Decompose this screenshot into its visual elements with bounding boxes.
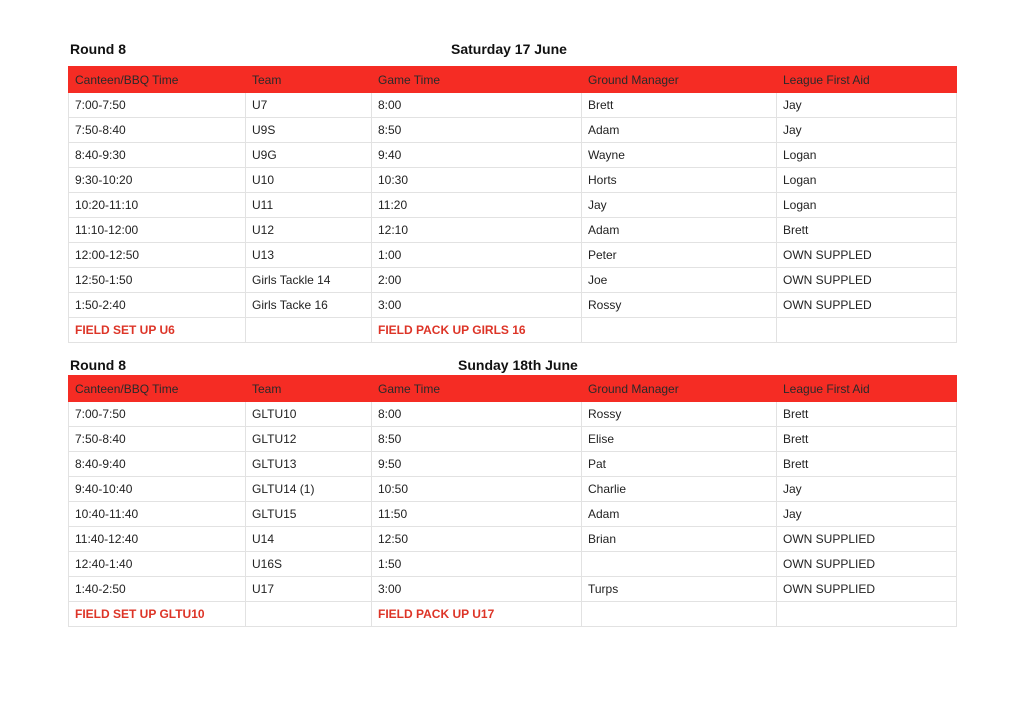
table-cell: Peter xyxy=(582,243,777,268)
table-cell: 11:50 xyxy=(372,502,582,527)
table-cell: Turps xyxy=(582,577,777,602)
table-cell: 8:40-9:40 xyxy=(69,452,246,477)
table-cell: 11:40-12:40 xyxy=(69,527,246,552)
table-cell: Jay xyxy=(777,118,957,143)
table-row xyxy=(69,502,957,527)
column-header: League First Aid xyxy=(777,67,957,93)
table-cell: GLTU12 xyxy=(246,427,372,452)
column-header: Canteen/BBQ Time xyxy=(69,376,246,402)
table-cell: 11:20 xyxy=(372,193,582,218)
table-cell xyxy=(777,602,957,627)
table-cell: 1:50 xyxy=(372,552,582,577)
table-cell: OWN SUPPLED xyxy=(777,293,957,318)
table-cell: 12:40-1:40 xyxy=(69,552,246,577)
table-row xyxy=(69,427,957,452)
table-cell xyxy=(246,602,372,627)
table-cell: 8:00 xyxy=(372,402,582,427)
sunday-table-body xyxy=(69,402,957,627)
table-cell: 8:50 xyxy=(372,118,582,143)
table-cell: U17 xyxy=(246,577,372,602)
table-cell: Brett xyxy=(777,452,957,477)
table-cell: Jay xyxy=(777,502,957,527)
table-cell: 7:50-8:40 xyxy=(69,118,246,143)
table-row xyxy=(69,552,957,577)
table-cell: U9G xyxy=(246,143,372,168)
table-row xyxy=(69,118,957,143)
table-cell: OWN SUPPLED xyxy=(777,243,957,268)
sunday-round-title: Round 8 xyxy=(70,357,126,373)
table-row xyxy=(69,293,957,318)
table-cell xyxy=(582,552,777,577)
table-cell: Jay xyxy=(777,477,957,502)
table-cell: U7 xyxy=(246,93,372,118)
table-row xyxy=(69,218,957,243)
table-cell: 10:40-11:40 xyxy=(69,502,246,527)
footer-row xyxy=(69,602,957,627)
table-cell: Brett xyxy=(582,93,777,118)
table-cell: 1:00 xyxy=(372,243,582,268)
column-header: Ground Manager xyxy=(582,67,777,93)
table-row xyxy=(69,577,957,602)
sunday-date-title: Sunday 18th June xyxy=(458,357,578,373)
field-note: FIELD SET UP U6 xyxy=(69,318,246,343)
table-cell: Rossy xyxy=(582,293,777,318)
table-cell: Adam xyxy=(582,218,777,243)
table-cell: Logan xyxy=(777,143,957,168)
table-cell: 3:00 xyxy=(372,293,582,318)
field-note: FIELD PACK UP U17 xyxy=(372,602,582,627)
table-cell: U9S xyxy=(246,118,372,143)
table-row xyxy=(69,268,957,293)
table-row xyxy=(69,477,957,502)
column-header: Team xyxy=(246,67,372,93)
sunday-schedule-table xyxy=(68,375,957,627)
table-cell: GLTU13 xyxy=(246,452,372,477)
table-cell: OWN SUPPLIED xyxy=(777,577,957,602)
table-cell: Pat xyxy=(582,452,777,477)
table-cell: U14 xyxy=(246,527,372,552)
table-cell: 3:00 xyxy=(372,577,582,602)
field-note: FIELD PACK UP GIRLS 16 xyxy=(372,318,582,343)
saturday-table-header xyxy=(69,67,957,93)
table-cell: Logan xyxy=(777,168,957,193)
table-cell: U11 xyxy=(246,193,372,218)
table-cell: 7:00-7:50 xyxy=(69,402,246,427)
table-cell: Horts xyxy=(582,168,777,193)
table-row xyxy=(69,193,957,218)
table-cell: Brett xyxy=(777,427,957,452)
table-cell: 12:00-12:50 xyxy=(69,243,246,268)
table-cell: 8:40-9:30 xyxy=(69,143,246,168)
column-header: Team xyxy=(246,376,372,402)
table-cell: Adam xyxy=(582,118,777,143)
column-header: Canteen/BBQ Time xyxy=(69,67,246,93)
table-row xyxy=(69,402,957,427)
table-cell: Elise xyxy=(582,427,777,452)
footer-row xyxy=(69,318,957,343)
table-cell: GLTU14 (1) xyxy=(246,477,372,502)
field-note: FIELD SET UP GLTU10 xyxy=(69,602,246,627)
table-cell: 12:50 xyxy=(372,527,582,552)
table-cell: GLTU10 xyxy=(246,402,372,427)
table-cell: 10:50 xyxy=(372,477,582,502)
column-header: Game Time xyxy=(372,376,582,402)
table-row xyxy=(69,527,957,552)
saturday-table-body xyxy=(69,93,957,343)
column-header: Game Time xyxy=(372,67,582,93)
table-cell: U13 xyxy=(246,243,372,268)
table-cell: U10 xyxy=(246,168,372,193)
table-row xyxy=(69,243,957,268)
table-cell: 9:40 xyxy=(372,143,582,168)
table-cell xyxy=(777,318,957,343)
sunday-table-header xyxy=(69,376,957,402)
table-cell: Rossy xyxy=(582,402,777,427)
saturday-date-title: Saturday 17 June xyxy=(451,41,567,57)
table-cell: Brett xyxy=(777,218,957,243)
table-cell: 9:50 xyxy=(372,452,582,477)
table-cell: 11:10-12:00 xyxy=(69,218,246,243)
table-cell: Wayne xyxy=(582,143,777,168)
table-cell: Charlie xyxy=(582,477,777,502)
table-cell: 10:30 xyxy=(372,168,582,193)
table-cell: 8:00 xyxy=(372,93,582,118)
table-cell: 7:50-8:40 xyxy=(69,427,246,452)
table-cell: 1:50-2:40 xyxy=(69,293,246,318)
table-cell: Logan xyxy=(777,193,957,218)
table-cell: 9:30-10:20 xyxy=(69,168,246,193)
table-cell xyxy=(582,318,777,343)
table-cell: 8:50 xyxy=(372,427,582,452)
saturday-round-title: Round 8 xyxy=(70,41,126,57)
table-cell: Jay xyxy=(582,193,777,218)
saturday-schedule-table xyxy=(68,66,957,343)
table-cell: Girls Tacke 16 xyxy=(246,293,372,318)
table-cell: 7:00-7:50 xyxy=(69,93,246,118)
table-cell: OWN SUPPLIED xyxy=(777,552,957,577)
table-cell: Adam xyxy=(582,502,777,527)
table-cell: Jay xyxy=(777,93,957,118)
table-cell: 12:10 xyxy=(372,218,582,243)
column-header: League First Aid xyxy=(777,376,957,402)
table-row xyxy=(69,168,957,193)
table-cell: U16S xyxy=(246,552,372,577)
column-header: Ground Manager xyxy=(582,376,777,402)
table-cell: 2:00 xyxy=(372,268,582,293)
table-cell: Brett xyxy=(777,402,957,427)
table-cell: U12 xyxy=(246,218,372,243)
table-cell xyxy=(246,318,372,343)
table-cell: GLTU15 xyxy=(246,502,372,527)
table-cell: OWN SUPPLED xyxy=(777,268,957,293)
table-cell: 1:40-2:50 xyxy=(69,577,246,602)
table-row xyxy=(69,143,957,168)
table-cell: 10:20-11:10 xyxy=(69,193,246,218)
table-cell xyxy=(582,602,777,627)
table-cell: 12:50-1:50 xyxy=(69,268,246,293)
table-cell: OWN SUPPLIED xyxy=(777,527,957,552)
table-row xyxy=(69,93,957,118)
table-cell: 9:40-10:40 xyxy=(69,477,246,502)
table-cell: Joe xyxy=(582,268,777,293)
table-cell: Girls Tackle 14 xyxy=(246,268,372,293)
table-cell: Brian xyxy=(582,527,777,552)
table-row xyxy=(69,452,957,477)
